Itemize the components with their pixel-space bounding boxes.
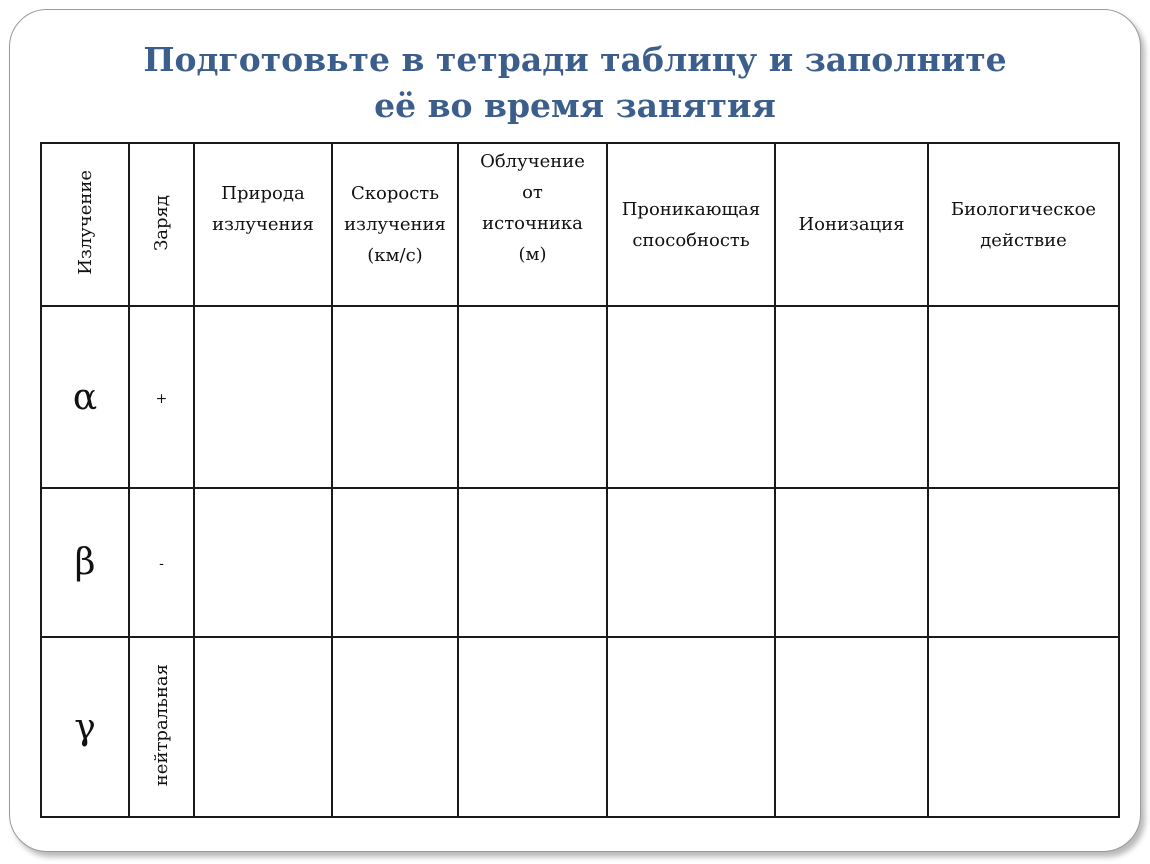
exposure-cell[interactable] (458, 488, 607, 637)
ionization-cell[interactable] (775, 637, 928, 817)
charge-value: - (159, 556, 164, 572)
table-row-gamma (41, 637, 1119, 817)
header-row (41, 143, 1119, 306)
header-nature-line-1: Природа (221, 183, 305, 204)
header-penetration (607, 143, 775, 306)
alpha-symbol: α (72, 376, 98, 418)
speed-cell[interactable] (332, 637, 458, 817)
header-exposure-line-2: от (522, 182, 543, 203)
nature-cell[interactable] (194, 637, 332, 817)
table-row-beta (41, 488, 1119, 637)
biological-cell[interactable] (928, 306, 1119, 488)
header-ionization (775, 143, 928, 306)
header-biological (928, 143, 1119, 306)
biological-cell[interactable] (928, 488, 1119, 637)
header-radiation-label: Излучение (74, 170, 96, 275)
title-line-1: Подготовьте в тетради таблицу и заполните (143, 40, 1007, 79)
header-nature-line-2: излучения (212, 214, 314, 235)
header-speed-line-2: излучения (344, 214, 446, 235)
symbol-cell (41, 488, 129, 637)
header-ionization-label: Ионизация (798, 214, 905, 235)
exposure-cell[interactable] (458, 306, 607, 488)
header-exposure (458, 143, 607, 306)
gamma-symbol: γ (74, 706, 96, 748)
header-exposure-line-4: (м) (518, 244, 547, 265)
table-row-alpha (41, 306, 1119, 488)
header-speed-line-3: (км/с) (367, 245, 423, 266)
header-penetration-line-1: Проникающая (621, 198, 761, 220)
title-line-2: её во время занятия (374, 86, 776, 125)
ionization-cell[interactable] (775, 488, 928, 637)
header-biological-line-2: действие (980, 229, 1067, 251)
charge-cell (129, 637, 194, 817)
beta-symbol: β (74, 542, 96, 583)
nature-cell[interactable] (194, 488, 332, 637)
charge-cell (129, 488, 194, 637)
symbol-cell (41, 637, 129, 817)
header-penetration-line-2: способность (632, 229, 750, 251)
header-charge (129, 143, 194, 306)
penetration-cell[interactable] (607, 488, 775, 637)
speed-cell[interactable] (332, 488, 458, 637)
charge-value: + (155, 390, 168, 407)
exposure-cell[interactable] (458, 637, 607, 817)
header-speed (332, 143, 458, 306)
ionization-cell[interactable] (775, 306, 928, 488)
biological-cell[interactable] (928, 637, 1119, 817)
radiation-table (40, 142, 1120, 818)
symbol-cell (41, 306, 129, 488)
charge-value: нейтральная (151, 663, 172, 787)
header-charge-label: Заряд (151, 194, 172, 251)
header-biological-line-1: Биологическое (950, 198, 1097, 220)
header-nature (194, 143, 332, 306)
page-title (0, 37, 1150, 129)
charge-cell (129, 306, 194, 488)
penetration-cell[interactable] (607, 306, 775, 488)
penetration-cell[interactable] (607, 637, 775, 817)
header-exposure-line-3: источника (482, 213, 583, 234)
header-speed-line-1: Скорость (350, 183, 440, 204)
nature-cell[interactable] (194, 306, 332, 488)
speed-cell[interactable] (332, 306, 458, 488)
header-radiation (41, 143, 129, 306)
header-exposure-line-1: Облучение (480, 151, 585, 172)
